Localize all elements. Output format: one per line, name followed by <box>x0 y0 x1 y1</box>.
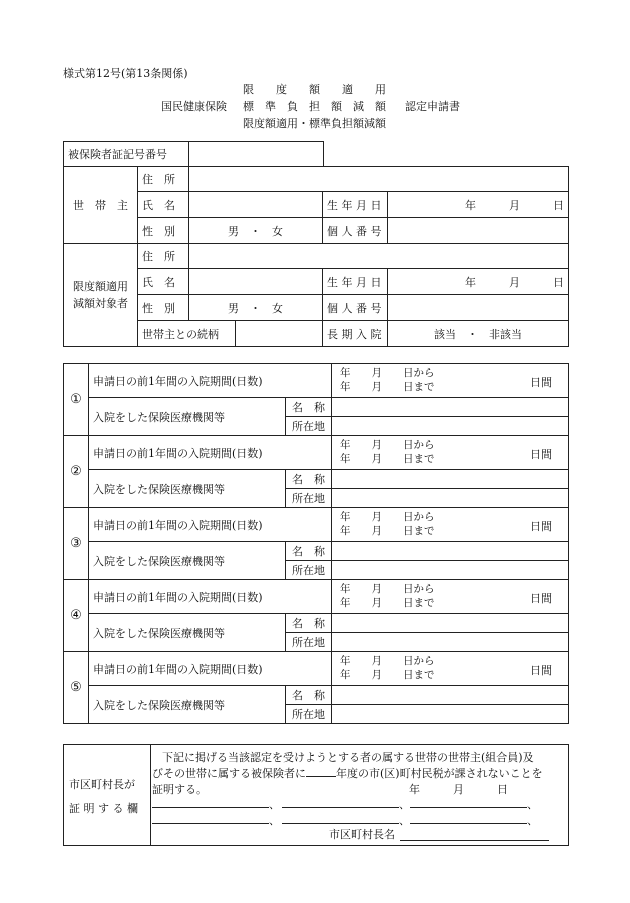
head-name-label: 氏 名 <box>138 192 189 218</box>
target-gender-options[interactable]: 男 ・ 女 <box>189 295 323 321</box>
head-label: 世 帯 主 <box>64 167 138 244</box>
institution-name-label: 名 称 <box>286 470 332 489</box>
target-name-label: 氏 名 <box>138 269 189 295</box>
period-days: 日間 <box>530 519 552 533</box>
institution-label: 入院をした保険医療機関等 <box>89 614 286 652</box>
institution-name-field[interactable] <box>332 614 569 633</box>
entry-number: ③ <box>64 508 89 580</box>
head-birth-label: 生 年 月 日 <box>323 192 388 218</box>
period-from: 年 月 日から <box>340 438 435 451</box>
target-relation-field[interactable] <box>236 321 323 347</box>
head-address-label: 住 所 <box>138 167 189 192</box>
hospital-table <box>63 363 569 724</box>
target-relation-label: 世帯主との続柄 <box>138 321 236 347</box>
head-gender-options[interactable]: 男 ・ 女 <box>189 218 323 244</box>
certification-label-line2: 証 明 す る 欄 <box>69 802 138 815</box>
institution-name-field[interactable] <box>332 470 569 489</box>
certification-date[interactable]: 年 月 日 <box>409 783 508 796</box>
fiscal-year-blank[interactable] <box>306 776 336 777</box>
target-label-line2: 減額対象者 <box>73 297 128 310</box>
target-name-field[interactable] <box>189 269 323 295</box>
title-line3: 限度額適用・標準負担額減額 <box>243 117 386 130</box>
institution-address-label: 所在地 <box>286 633 332 652</box>
household-blank-6[interactable] <box>410 823 527 824</box>
institution-label: 入院をした保険医療機関等 <box>89 542 286 580</box>
period-field[interactable] <box>332 652 569 686</box>
target-birth-label: 生 年 月 日 <box>323 269 388 295</box>
target-address-field[interactable] <box>189 244 569 269</box>
period-from: 年 月 日から <box>340 366 435 379</box>
institution-address-field[interactable] <box>332 633 569 652</box>
entry-number: ④ <box>64 580 89 652</box>
head-personal-no-field[interactable] <box>388 218 569 244</box>
period-label: 申請日の前1年間の入院期間(日数) <box>89 580 332 614</box>
certification-text-line1: 下記に掲げる当該認定を受けようとする者の属する世帯の世帯主(組合員)及 <box>162 751 534 764</box>
insured-number-field[interactable] <box>189 142 324 167</box>
insured-number-table <box>63 141 324 167</box>
mayor-label: 市区町村長名 <box>329 828 395 841</box>
household-blank-5[interactable] <box>282 823 399 824</box>
head-name-field[interactable] <box>189 192 323 218</box>
period-days: 日間 <box>530 447 552 461</box>
comma: 、 <box>269 814 280 827</box>
period-to: 年 月 日まで <box>340 452 435 465</box>
target-personal-no-label: 個 人 番 号 <box>323 295 388 321</box>
period-from: 年 月 日から <box>340 654 435 667</box>
head-gender-label: 性 別 <box>138 218 189 244</box>
period-label: 申請日の前1年間の入院期間(日数) <box>89 508 332 542</box>
target-label <box>64 244 138 347</box>
period-to: 年 月 日まで <box>340 524 435 537</box>
institution-name-field[interactable] <box>332 686 569 705</box>
institution-name-label: 名 称 <box>286 614 332 633</box>
household-blank-2[interactable] <box>282 807 399 808</box>
period-to: 年 月 日まで <box>340 380 435 393</box>
entry-number: ① <box>64 364 89 436</box>
institution-address-label: 所在地 <box>286 561 332 580</box>
entry-number: ⑤ <box>64 652 89 724</box>
comma: 、 <box>399 798 410 811</box>
period-days: 日間 <box>530 375 552 389</box>
institution-address-field[interactable] <box>332 561 569 580</box>
person-table <box>63 166 569 347</box>
target-personal-no-field[interactable] <box>388 295 569 321</box>
certification-text-line2a: びその世帯に属する被保険者に <box>152 767 306 780</box>
period-from: 年 月 日から <box>340 582 435 595</box>
long-stay-label: 長 期 入 院 <box>323 321 388 347</box>
period-label: 申請日の前1年間の入院期間(日数) <box>89 652 332 686</box>
period-field[interactable] <box>332 508 569 542</box>
insured-number-label: 被保険者証記号番号 <box>64 142 189 167</box>
long-stay-options[interactable]: 該当 ・ 非該当 <box>388 321 569 347</box>
certification-label-cell <box>64 745 151 845</box>
institution-name-label: 名 称 <box>286 686 332 705</box>
institution-address-label: 所在地 <box>286 417 332 436</box>
title-line2-suffix: 認定申請書 <box>405 100 460 113</box>
title-line2-prefix: 国民健康保険 <box>161 100 227 113</box>
institution-name-label: 名 称 <box>286 398 332 417</box>
household-blank-1[interactable] <box>152 807 269 808</box>
head-address-field[interactable] <box>189 167 569 192</box>
target-label-line1: 限度額適用 <box>73 280 128 293</box>
institution-label: 入院をした保険医療機関等 <box>89 686 286 724</box>
mayor-name-field[interactable] <box>400 840 549 841</box>
title-line1: 限 度 額 適 用 <box>243 83 386 96</box>
period-label: 申請日の前1年間の入院期間(日数) <box>89 364 332 398</box>
period-to: 年 月 日まで <box>340 668 435 681</box>
institution-name-field[interactable] <box>332 398 569 417</box>
period-from: 年 月 日から <box>340 510 435 523</box>
certification-label-line1: 市区町村長が <box>69 778 135 791</box>
period-label: 申請日の前1年間の入院期間(日数) <box>89 436 332 470</box>
target-birth-field[interactable]: 年 月 日 <box>388 269 569 295</box>
comma: 、 <box>527 798 538 811</box>
head-birth-field[interactable]: 年 月 日 <box>388 192 569 218</box>
institution-address-label: 所在地 <box>286 489 332 508</box>
title-line2-mid: 標 準 負 担 額 減 額 <box>243 100 386 113</box>
certification-text-line2 <box>152 768 543 779</box>
period-field[interactable] <box>332 364 569 398</box>
target-gender-label: 性 別 <box>138 295 189 321</box>
period-field[interactable] <box>332 436 569 470</box>
form-number: 様式第12号(第13条関係) <box>63 67 188 80</box>
institution-address-field[interactable] <box>332 489 569 508</box>
comma: 、 <box>527 814 538 827</box>
institution-name-label: 名 称 <box>286 542 332 561</box>
period-days: 日間 <box>530 663 552 677</box>
institution-label: 入院をした保険医療機関等 <box>89 470 286 508</box>
target-address-label: 住 所 <box>138 244 189 269</box>
institution-name-field[interactable] <box>332 542 569 561</box>
period-days: 日間 <box>530 591 552 605</box>
entry-number: ② <box>64 436 89 508</box>
comma: 、 <box>399 814 410 827</box>
comma: 、 <box>269 798 280 811</box>
certification-text-line3: 証明する。 <box>152 783 207 796</box>
institution-label: 入院をした保険医療機関等 <box>89 398 286 436</box>
household-blank-4[interactable] <box>152 823 269 824</box>
institution-address-field[interactable] <box>332 417 569 436</box>
certification-box <box>63 744 569 846</box>
period-to: 年 月 日まで <box>340 596 435 609</box>
institution-address-label: 所在地 <box>286 705 332 724</box>
head-personal-no-label: 個 人 番 号 <box>323 218 388 244</box>
institution-address-field[interactable] <box>332 705 569 724</box>
certification-text-line2b: 年度の市(区)町村民税が課されないことを <box>336 767 543 780</box>
household-blank-3[interactable] <box>410 807 527 808</box>
period-field[interactable] <box>332 580 569 614</box>
